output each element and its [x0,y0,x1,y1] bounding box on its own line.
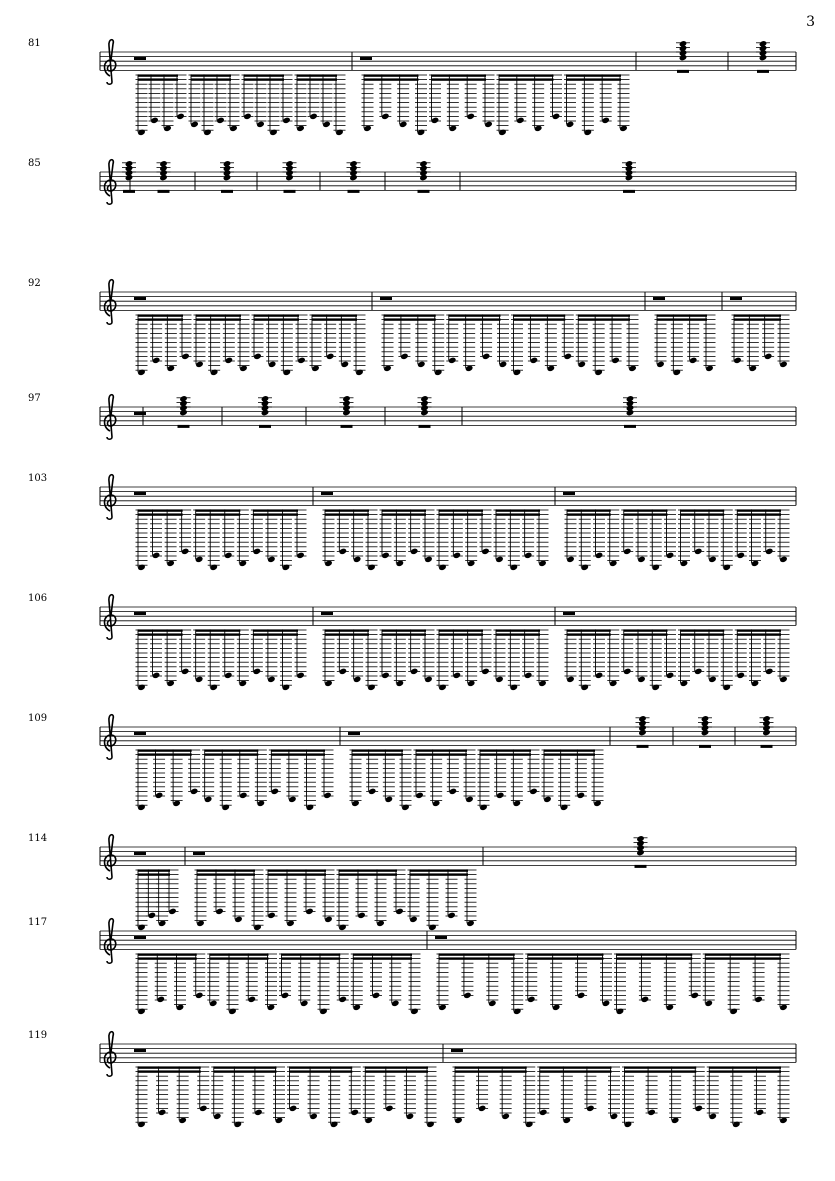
staff-system [28,473,796,571]
beam [528,953,604,955]
note-head [530,357,539,364]
note-head [708,1113,717,1120]
whole-rest [134,612,146,615]
note-head [297,357,306,364]
note-head [256,121,265,128]
chord-note-head [626,409,635,416]
note-head [300,1000,309,1007]
note-head [577,361,586,368]
note-head [779,361,788,368]
chord-note-head [625,174,634,181]
chord-note-head [679,54,688,61]
note-head [326,353,335,360]
note-head [181,548,190,555]
chord-note-head [762,729,771,736]
note-head [195,361,204,368]
note-head [527,996,536,1003]
note-head [372,992,381,999]
staff-system [28,833,796,931]
treble-clef-icon [104,40,115,85]
beam [705,957,781,959]
note-head [765,548,774,555]
note-head [453,552,462,559]
chord-note-head [125,174,134,181]
note-head [271,788,280,795]
whole-rest [419,425,431,428]
note-head [465,796,474,803]
chord-note-head [179,409,188,416]
note-head [708,676,717,683]
whole-rest [321,492,333,495]
note-head [447,912,456,919]
note-head [322,121,331,128]
note-head [694,1105,703,1112]
measure-number: 85 [28,158,41,169]
note-head [566,556,575,563]
note-head [209,1000,218,1007]
staff-system [28,917,796,1015]
note-head [234,916,243,923]
note-head [381,672,390,679]
note-head [484,121,493,128]
note-head [481,668,490,675]
note-head [524,552,533,559]
note-head [694,548,703,555]
whole-rest [123,190,135,193]
chord-note-head [420,409,429,416]
whole-rest [435,936,447,939]
staff-system [28,158,796,204]
whole-rest [623,190,635,193]
note-head [431,117,440,124]
measure-number: 119 [28,1030,48,1041]
measure-number: 92 [28,278,41,289]
note-head [190,121,199,128]
staff-system [28,38,796,136]
note-head [623,548,632,555]
note-head [482,353,491,360]
note-head [543,796,552,803]
note-head [410,668,419,675]
whole-rest [284,190,296,193]
measure-number: 117 [28,917,48,928]
note-head [385,796,394,803]
beam [439,957,515,959]
measure-number: 97 [28,393,41,404]
treble-clef-icon [104,160,115,205]
note-head [756,1109,765,1116]
note-head [689,357,698,364]
whole-rest [134,57,146,60]
whole-rest [635,865,647,868]
note-head [253,548,262,555]
note-head [399,121,408,128]
note-head [289,1105,298,1112]
whole-rest [418,190,430,193]
note-head [610,1113,619,1120]
beam [625,1066,697,1068]
note-head [199,1105,208,1112]
note-head [368,788,377,795]
whole-rest [360,57,372,60]
note-head [247,996,256,1003]
page-number: 3 [806,14,815,30]
note-head [381,113,390,120]
note-head [595,672,604,679]
chord-note-head [638,729,647,736]
treble-clef-icon [104,1032,115,1077]
note-head [736,672,745,679]
whole-rest [134,297,146,300]
note-head [323,792,332,799]
note-head [733,357,742,364]
beam [455,1070,527,1072]
beam [709,1070,781,1072]
whole-rest [134,732,146,735]
note-head [195,676,204,683]
chord-note-head [285,174,294,181]
note-head [267,676,276,683]
note-head [338,996,347,1003]
note-head [577,992,586,999]
note-head [239,792,248,799]
beam [625,1070,697,1072]
note-head [395,908,404,915]
note-head [764,353,773,360]
whole-rest [221,190,233,193]
note-head [409,916,418,923]
chord-note-head [759,54,768,61]
whole-rest [624,425,636,428]
whole-rest [653,297,665,300]
note-head [499,361,508,368]
note-head [754,996,763,1003]
staff-system [28,593,796,691]
whole-rest [677,70,689,73]
note-head [148,912,157,919]
note-head [449,788,458,795]
note-head [595,552,604,559]
beam [540,1066,612,1068]
note-head [204,796,213,803]
beam [617,953,693,955]
note-head [381,552,390,559]
note-head [406,1113,415,1120]
note-head [216,117,225,124]
note-head [637,676,646,683]
note-head [410,548,419,555]
whole-rest [193,852,205,855]
note-head [524,672,533,679]
note-head [424,556,433,563]
treble-clef-icon [104,835,115,880]
note-head [736,552,745,559]
whole-rest [341,425,353,428]
note-head [463,992,472,999]
note-head [666,552,675,559]
note-head [156,996,165,1003]
note-head [353,676,362,683]
measure-number: 81 [28,38,41,49]
note-head [357,912,366,919]
whole-rest [348,732,360,735]
beam [709,1066,781,1068]
note-head [213,1113,222,1120]
note-head [181,668,190,675]
note-head [155,792,164,799]
whole-rest [380,297,392,300]
note-head [417,361,426,368]
note-head [150,117,159,124]
whole-rest [563,612,575,615]
treble-clef-icon [104,715,115,760]
note-head [296,552,305,559]
note-head [158,1109,167,1116]
note-head [637,556,646,563]
beam [528,957,604,959]
note-head [288,796,297,803]
whole-rest [348,190,360,193]
chord-note-head [261,409,270,416]
note-head [488,1000,497,1007]
note-head [353,556,362,563]
note-head [586,1105,595,1112]
chord-note-head [342,409,351,416]
note-head [563,353,572,360]
note-head [495,556,504,563]
measure-number: 114 [28,833,48,844]
whole-rest [158,190,170,193]
note-head [566,121,575,128]
note-head [176,113,185,120]
note-head [539,1109,548,1116]
whole-rest [761,745,773,748]
whole-rest [134,1049,146,1052]
note-head [765,668,774,675]
note-head [704,1000,713,1007]
note-head [339,668,348,675]
note-head [641,996,650,1003]
chord-note-head [349,174,358,181]
note-head [478,1105,487,1112]
measure-number: 103 [28,473,48,484]
note-head [324,916,333,923]
note-head [779,676,788,683]
note-head [577,792,586,799]
note-head [253,668,262,675]
whole-rest [178,425,190,428]
note-head [516,117,525,124]
note-head [481,548,490,555]
note-head [152,672,161,679]
whole-rest [563,492,575,495]
treble-clef-icon [104,475,115,520]
whole-rest [637,745,649,748]
note-head [267,556,276,563]
whole-rest [730,297,742,300]
note-head [253,353,262,360]
note-head [152,357,161,364]
note-head [309,113,318,120]
note-head [305,908,314,915]
note-head [309,1113,318,1120]
note-head [466,113,475,120]
note-head [195,992,204,999]
measure-number: 109 [28,713,48,724]
whole-rest [451,1049,463,1052]
note-head [623,668,632,675]
note-head [391,1000,400,1007]
note-head [424,676,433,683]
note-head [400,353,409,360]
note-head [168,908,177,915]
note-head [224,672,233,679]
chord-note-head [419,174,428,181]
staff-system [28,278,796,376]
note-head [181,353,190,360]
note-head [496,792,505,799]
note-head [195,556,204,563]
beam [439,953,515,955]
note-head [225,357,234,364]
note-head [611,357,620,364]
note-head [708,556,717,563]
note-head [190,788,199,795]
note-head [656,361,665,368]
note-head [215,908,224,915]
note-head [282,117,291,124]
measure-number: 106 [28,593,48,604]
note-head [268,361,277,368]
note-head [224,552,233,559]
note-head [666,672,675,679]
note-head [254,1109,263,1116]
whole-rest [134,492,146,495]
whole-rest [259,425,271,428]
beam [455,1066,527,1068]
note-head [296,672,305,679]
note-head [601,117,610,124]
note-head [453,672,462,679]
chord-note-head [159,174,168,181]
note-head [566,676,575,683]
note-head [694,668,703,675]
staff-system [28,393,796,439]
whole-rest [134,852,146,855]
chord-note-head [223,174,232,181]
chord-note-head [636,849,645,856]
note-head [690,992,699,999]
chord-note-head [701,729,710,736]
treble-clef-icon [104,595,115,640]
note-head [385,1105,394,1112]
note-head [281,992,290,999]
whole-rest [757,70,769,73]
note-head [552,113,561,120]
whole-rest [321,612,333,615]
whole-rest [134,936,146,939]
treble-clef-icon [104,280,115,325]
beam [705,953,781,955]
note-head [779,556,788,563]
whole-rest [134,412,146,415]
note-head [501,1113,510,1120]
note-head [152,552,161,559]
staff-system [28,1030,796,1128]
note-head [647,1109,656,1116]
note-head [339,548,348,555]
note-head [495,676,504,683]
treble-clef-icon [104,395,115,440]
staff-system [28,713,796,811]
beam [540,1070,612,1072]
note-head [529,788,538,795]
note-head [341,361,350,368]
note-head [267,912,276,919]
whole-rest [699,745,711,748]
note-head [243,113,252,120]
note-head [350,1109,359,1116]
note-head [602,1000,611,1007]
beam [617,957,693,959]
treble-clef-icon [104,919,115,964]
note-head [415,792,424,799]
note-head [448,357,457,364]
